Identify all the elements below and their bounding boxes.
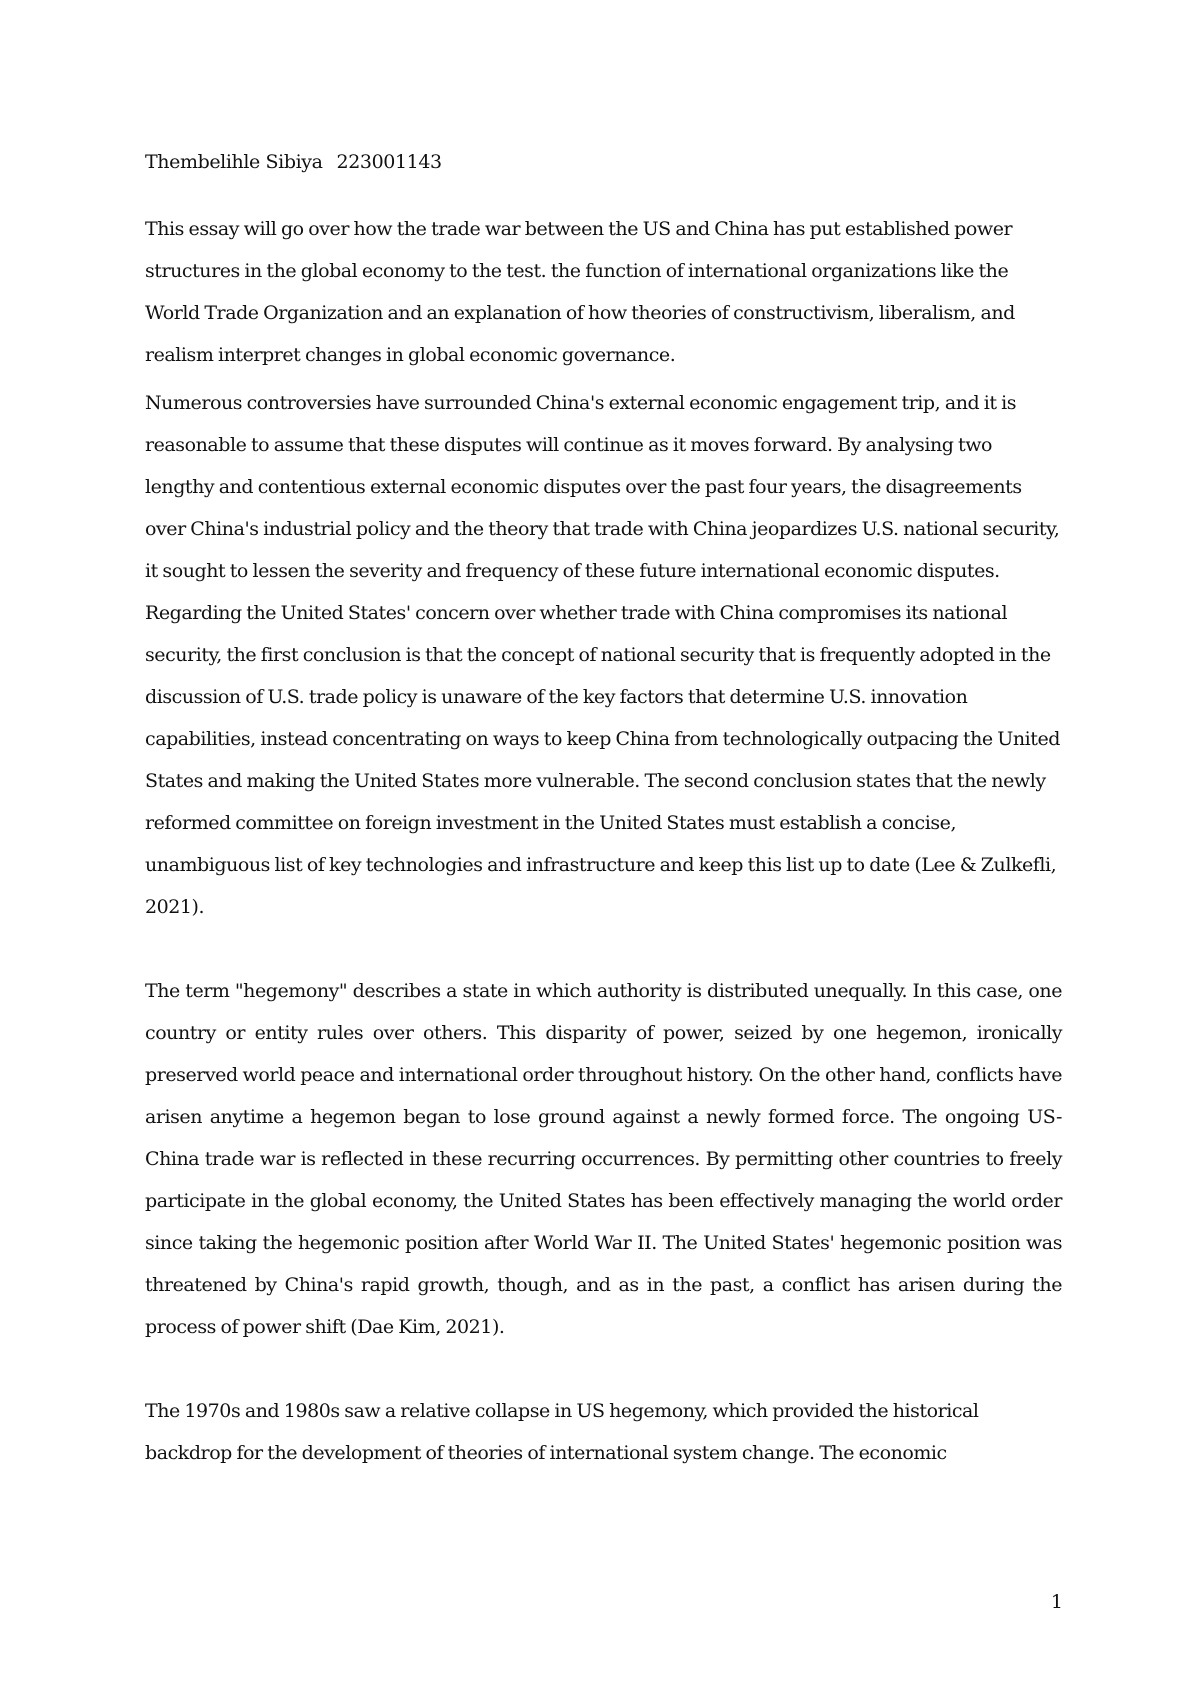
paragraph-hegemony: The term "hegemony" describes a state in which authority is distributed unequally. In this case, one country or entity rules over others. This disparity of power, seized by one hegemon, ironically preserved world peace and international order throughout history. On the other hand, conflicts have arisen anytime a hegemon began to lose ground against a newly formed force. The ongoing US-China trade war is reflected in these recurring occurrences. By permitting other countries to freely participate in the global economy, the United States has been effectively managing the world order since taking the hegemonic position after World War II. The United States' hegemonic position was threatened by China's rapid growth, though, and as in the past, a conflict has arisen during the process of power shift (Dae Kim, 2021).	[145, 980, 1062, 1338]
paragraph-controversies: Numerous controversies have surrounded China's external economic engagement trip, and it is reasonable to assume that these disputes will continue as it moves forward. By analysing two lengthy and contentious external economic disputes over the past four years, the disagreements over China's industrial policy and the theory that trade with China jeopardizes U.S. national security, it sought to lessen the severity and frequency of these future international economic disputes. Regarding the United States' concern over whether trade with China compromises its national security, the first conclusion is that the concept of national security that is frequently adopted in the discussion of U.S. trade policy is unaware of the key factors that determine U.S. innovation capabilities, instead concentrating on ways to keep China from technologically outpacing the United States and making the United States more vulnerable. The second conclusion states that the newly reformed committee on foreign investment in the United States must establish a concise, unambiguous list of key technologies and infrastructure and keep this list up to date (Lee & Zulkefli, 2021).	[145, 392, 1060, 918]
page-number: 1	[1050, 1591, 1063, 1613]
student-number: 223001143	[336, 151, 442, 173]
paragraph-intro: This essay will go over how the trade war between the US and China has put established power structures in the global economy to the test. the function of international organizations like the World Trade Organization and an explanation of how theories of constructivism, liberalism, and realism interpret changes in global economic governance.	[145, 218, 1015, 366]
author-line	[145, 142, 1062, 182]
author-name: Thembelihle Sibiya	[145, 151, 323, 173]
page-body	[145, 142, 1062, 1474]
paragraph-us-hegemony-collapse: The 1970s and 1980s saw a relative collapse in US hegemony, which provided the historical backdrop for the development of theories of international system change. The economic	[145, 1400, 979, 1464]
